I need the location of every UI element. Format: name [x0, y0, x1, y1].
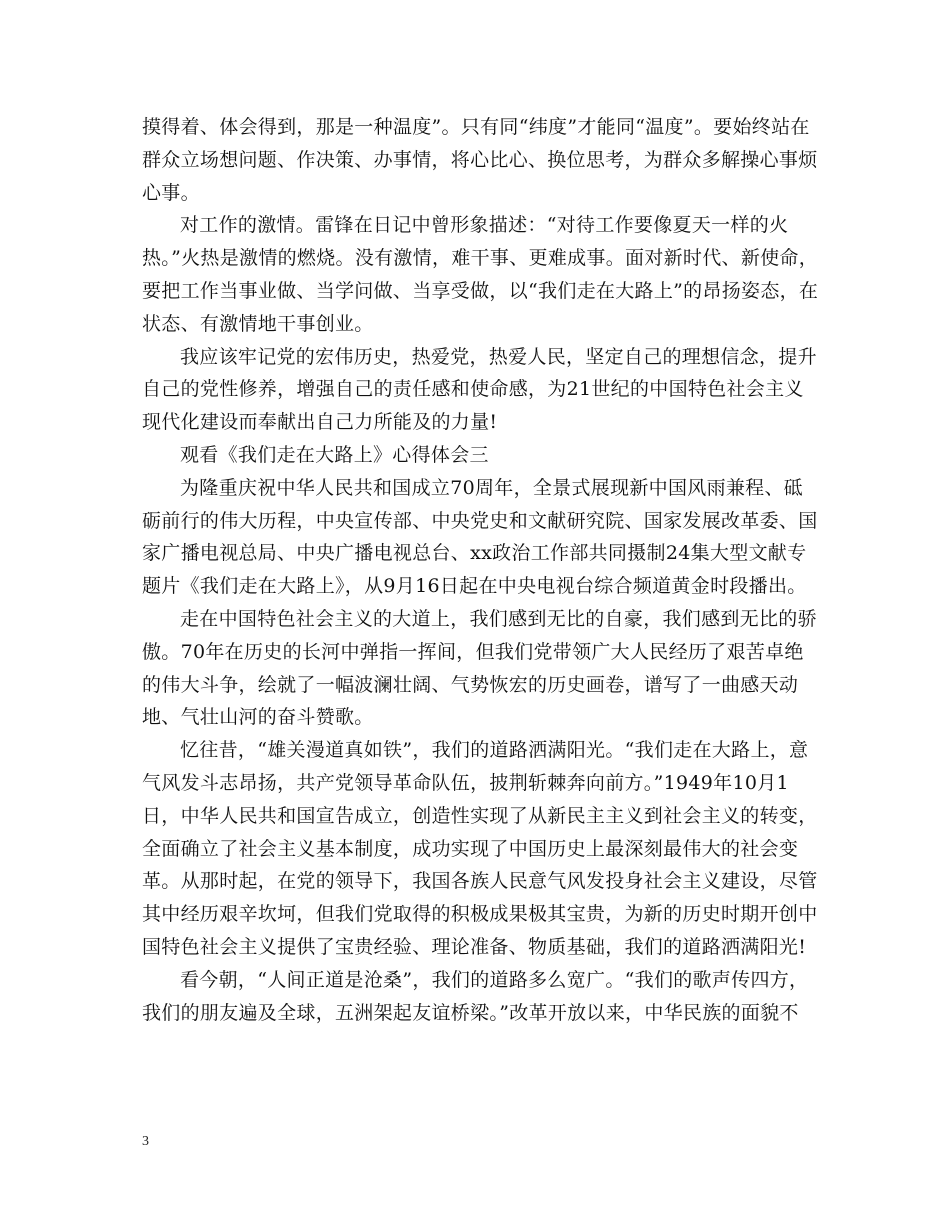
- paragraph: 走在中国特色社会主义的大道上，我们感到无比的自豪，我们感到无比的骄傲。70年在历史的长河中弹指一挥间，但我们党带领广大人民经历了艰苦卓绝的伟大斗争，绘就了一幅波澜壮阔、气势恢宏的历史画卷，谱写了一曲感天动地、气壮山河的奋斗赞歌。: [142, 607, 817, 729]
- paragraph: 摸得着、体会得到，那是一种温度”。只有同“纬度”才能同“温度”。要始终站在群众立场想问题、作决策、办事情，将心比心、换位思考，为群众多解操心事烦心事。: [142, 116, 818, 204]
- paragraph: 对工作的激情。雷锋在日记中曾形象描述：“对待工作要像夏天一样的火热。”火热是激情的燃烧。没有激情，难干事、更难成事。面对新时代、新使命，要把工作当事业做、当学问做、当享受做，以“我们走在大路上”的昂扬姿态，在状态、有激情地干事创业。: [142, 214, 819, 335]
- page-number: 3: [142, 1134, 149, 1149]
- paragraph: 忆往昔，“雄关漫道真如铁”，我们的道路洒满阳光。“我们走在大路上，意气风发斗志昂扬，共产党领导革命队伍，披荆斩棘奔向前方。”1949年10月1日，中华人民共和国宣告成立，创造性实现了从新民主主义到社会主义的转变，全面确立了社会主义基本制度，成功实现了中国历史上最深刻最伟大的社会变革。从那时起，在党的领导下，我国各族人民意气风发投身社会主义建设，尽管其中经历艰辛坎坷，但我们党取得的积极成果极其宝贵，为新的历史时期开创中国特色社会主义提供了宝贵经验、理论准备、物质基础，我们的道路洒满阳光!: [142, 739, 818, 958]
- paragraph: 为隆重庆祝中华人民共和国成立70周年，全景式展现新中国风雨兼程、砥砺前行的伟大历程，中央宣传部、中央党史和文献研究院、国家发展改革委、国家广播电视总局、中央广播电视总台、xx政治工作部共同摄制24集大型文献专题片《我们走在大路上》，从9月16日起在中央电视台综合频道黄金时段播出。: [142, 476, 818, 598]
- section-heading: 观看《我们走在大路上》心得体会三: [180, 443, 489, 466]
- paragraph: 我应该牢记党的宏伟历史，热爱党，热爱人民，坚定自己的理想信念，提升自己的党性修养，增强自己的责任感和使命感，为21世纪的中国特色社会主义现代化建设而奉献出自己力所能及的力量!: [142, 345, 817, 434]
- document-body: [142, 111, 822, 1029]
- paragraph: 看今朝，“人间正道是沧桑”，我们的道路多么宽广。“我们的歌声传四方，我们的朋友遍及全球，五洲架起友谊桥梁。”改革开放以来，中华民族的面貌不: [142, 968, 809, 1024]
